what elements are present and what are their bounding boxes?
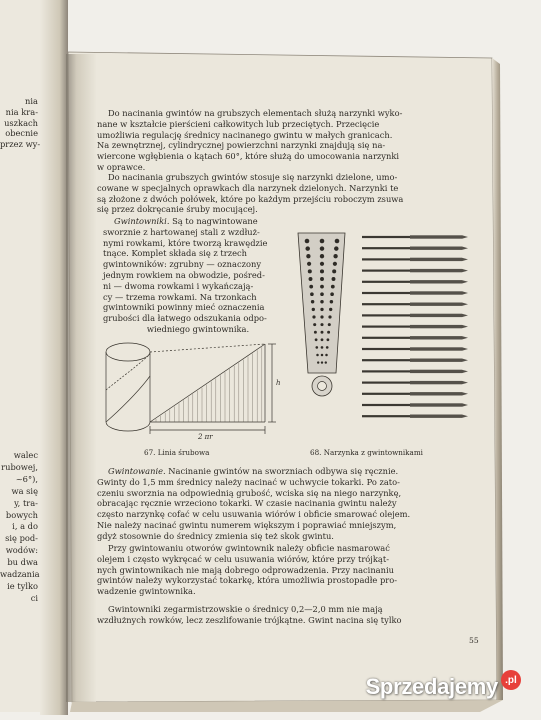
- text-line: są złożone z dwóch połówek, które po każdym przejściu roboczym zsuwa: [97, 193, 404, 204]
- text-fragment: Są to nagwintowane: [169, 216, 258, 226]
- text-line: [97, 466, 480, 477]
- tap: [362, 303, 468, 306]
- text-line: Przy gwintowaniu otworów gwintownik należy obficie nasmarować: [108, 543, 390, 553]
- tap-tip: [462, 280, 468, 283]
- tap-tip: [462, 303, 468, 306]
- die-hole: [320, 254, 324, 258]
- figure-67-helix-diagram: [100, 330, 284, 445]
- tap-thread: [410, 269, 462, 272]
- die-hole: [320, 308, 323, 311]
- tap-tip: [462, 269, 468, 272]
- taps-set: [362, 235, 468, 418]
- text-line: [103, 216, 293, 227]
- left-line: ci: [30, 592, 38, 603]
- die-hole: [317, 361, 319, 363]
- tap-thread: [410, 347, 462, 350]
- die-hole: [328, 323, 331, 326]
- tap-shank: [362, 359, 410, 361]
- tap-tip: [462, 247, 468, 250]
- tap-thread: [410, 258, 462, 261]
- left-line: bu dwa: [7, 557, 38, 568]
- text-line: Na zewnętrznej, cylindrycznej powierzchni narzynki znajdują się na-: [97, 140, 386, 151]
- text-line: gwintów należy wykorzystać tokarkę, która umożliwia prostopadłe pro-: [97, 575, 398, 586]
- die-hole: [320, 292, 324, 296]
- left-line: i, a do: [12, 521, 38, 532]
- die-hole: [332, 277, 336, 281]
- tap: [362, 336, 468, 339]
- die-hole: [321, 331, 324, 334]
- die-hole: [305, 246, 309, 250]
- text-line: sworznie z hartowanej stali z wzdłuż-: [103, 226, 260, 237]
- text-line: gwintowników: zgrubny — oznaczony: [103, 259, 262, 270]
- dimension-label-2pr: 2 πr: [198, 433, 213, 441]
- tap-shank: [362, 303, 410, 305]
- tap-tip: [462, 392, 468, 395]
- paragraph-narzynki-dzielone: [97, 172, 480, 215]
- tap-tip: [462, 235, 468, 238]
- tap-thread: [410, 303, 462, 306]
- text-line: umożliwia regulację średnicy nacinanego gwintu w małych granicach.: [97, 129, 393, 140]
- tap: [362, 325, 468, 328]
- die-hole: [320, 285, 324, 289]
- die-hole: [313, 323, 316, 326]
- tap-thread: [410, 247, 462, 250]
- text-line: gdyż stosownie do średnicy zmienia się też skok gwintu.: [97, 530, 334, 541]
- text-line: gwintowniki powinny mieć oznaczenia: [103, 302, 265, 313]
- die-hole: [311, 300, 314, 303]
- tap-tip: [462, 291, 468, 294]
- text-line: Do nacinania gwintów na grubszych elementach służą narzynki wyko-: [108, 108, 403, 118]
- tap-shank: [362, 292, 410, 294]
- figure-68-die-plate-with-taps: [290, 225, 480, 430]
- die-plate: [298, 233, 345, 396]
- text-line: ni — dwoma rowkami i wykańczają-: [103, 280, 254, 291]
- tap-shank: [362, 258, 410, 260]
- text-line: tnące. Komplet składa się z trzech: [103, 248, 247, 259]
- tap-thread: [410, 325, 462, 328]
- tap: [362, 370, 468, 373]
- die-hole: [306, 254, 310, 258]
- die-hole: [333, 254, 337, 258]
- tap-thread: [410, 314, 462, 317]
- tap-shank: [362, 236, 410, 238]
- tap-shank: [362, 270, 410, 272]
- left-line: się pod-: [5, 533, 38, 544]
- tap-thread: [410, 370, 462, 373]
- tap: [362, 359, 468, 362]
- die-hole: [315, 346, 318, 349]
- die-hole: [309, 277, 313, 281]
- left-line: y, tra-: [14, 497, 38, 508]
- die-hole: [315, 338, 318, 341]
- text-line: wiedniego gwintownika.: [146, 323, 250, 334]
- left-line: przez wy-: [0, 139, 41, 150]
- tap: [362, 291, 468, 294]
- caption-figure-67: 67. Linia śrubowa: [144, 448, 210, 457]
- left-line: bowych: [5, 509, 38, 520]
- section-lead: Gwintowanie.: [108, 466, 166, 476]
- die-hole: [320, 269, 324, 273]
- paragraph-narzynki: [97, 108, 480, 173]
- tap-thread: [410, 392, 462, 395]
- caption-figure-68: 68. Narzynka z gwintownikami: [310, 448, 423, 457]
- tap-tip: [462, 381, 468, 384]
- die-hole: [321, 346, 324, 349]
- sprzedajemy-watermark: [366, 671, 521, 703]
- tap-shank: [362, 404, 410, 406]
- die-hole: [330, 300, 333, 303]
- tap-thread: [410, 359, 462, 362]
- text-line: grubości dla łatwego odszukania odpo-: [103, 313, 267, 324]
- text-line: cy — trzema rowkami. Na trzonkach: [103, 291, 257, 302]
- tap: [362, 403, 468, 406]
- text-line: wiercone wgłębienia o kątach 60°, które służą do umocowania narzynki: [97, 151, 400, 162]
- left-page-text-top: [0, 96, 41, 150]
- die-hole: [307, 262, 311, 266]
- tap-tip: [462, 314, 468, 317]
- tap-tip: [462, 336, 468, 339]
- text-fragment: Nacinanie gwintów na sworzniach odbywa się ręcznie.: [165, 466, 399, 476]
- tap-shank: [362, 348, 410, 350]
- die-hole: [329, 308, 332, 311]
- die-hole: [321, 354, 324, 357]
- dimension-label-h: h: [276, 379, 281, 387]
- die-hole: [320, 246, 324, 250]
- die-hole: [309, 285, 313, 289]
- text-line: cowane w specjalnych oprawkach dla narzynek dzielonych. Narzynki te: [97, 182, 399, 193]
- left-line: wodów:: [5, 545, 38, 556]
- left-line: ie tylko: [7, 580, 38, 591]
- tap-shank: [362, 326, 410, 328]
- tap-thread: [410, 291, 462, 294]
- tap-tip: [462, 415, 468, 418]
- die-hole: [330, 292, 334, 296]
- left-page-text-middle: [0, 450, 38, 605]
- die-hole: [320, 277, 324, 281]
- die-hole: [316, 354, 319, 357]
- tap-shank: [362, 382, 410, 384]
- die-hole: [320, 323, 323, 326]
- die-hole: [325, 354, 328, 357]
- page-number: 55: [469, 636, 479, 645]
- left-line: wa się: [11, 485, 38, 496]
- die-hole: [327, 338, 330, 341]
- tap: [362, 314, 468, 317]
- tap-thread: [410, 415, 462, 418]
- tap-shank: [362, 314, 410, 316]
- die-hole: [331, 285, 335, 289]
- tap: [362, 415, 468, 418]
- left-line: nia: [25, 96, 38, 106]
- watermark-badge: .pl: [501, 670, 521, 690]
- text-line: olejem i często wykręcać w celu usuwania wiórów, które przy trójkąt-: [97, 553, 389, 564]
- die-hole: [308, 269, 312, 273]
- die-hole: [312, 308, 315, 311]
- left-line: ~6°),: [15, 473, 38, 484]
- text-line: jednym rowkiem na obwodzie, pośred-: [103, 269, 265, 280]
- text-line: czeniu sworznia na odpowiednią grubość, wciska się na niego narzynkę,: [97, 487, 402, 498]
- die-hole: [312, 315, 315, 318]
- paragraph-gwintowniki: [103, 216, 293, 335]
- tap-shank: [362, 370, 410, 372]
- text-line: nych gwintownikach nie mają dobrego odprowadzenia. Przy nacinaniu: [97, 564, 394, 575]
- text-line: się przez dokręcanie śruby mocującej.: [97, 204, 258, 215]
- text-line: Gwinty do 1,5 mm średnicy należy nacinać w uchwycie tokarki. Po zato-: [97, 476, 400, 487]
- paragraph-gwintowanie-otworow: [97, 543, 480, 597]
- die-hole: [335, 239, 340, 244]
- tap: [362, 258, 468, 261]
- text-line: nymi rowkami, które tworzą krawędzie: [103, 237, 268, 248]
- text-line: Nie należy nacinać gwintu numerem większym i poprawiać mniejszym,: [97, 519, 397, 530]
- left-line: rubowej,: [1, 461, 38, 472]
- text-line: często narzynkę cofać w celu usuwania wiórów i obficie smarować olejem.: [97, 509, 411, 520]
- left-line: wadzania: [0, 569, 40, 580]
- tap-shank: [362, 281, 410, 283]
- die-hole: [333, 262, 337, 266]
- tap: [362, 247, 468, 250]
- text-line: obracając ręcznie wrzeciono tokarki. W czasie nacinania gwintu należy: [97, 498, 397, 509]
- tap-tip: [462, 347, 468, 350]
- text-line: Gwintowniki zegarmistrzowskie o średnicy 0,2—2,0 mm nie mają: [108, 604, 383, 614]
- tap: [362, 235, 468, 238]
- section-lead: Gwintowniki.: [114, 216, 170, 226]
- die-hole: [314, 331, 317, 334]
- tap: [362, 381, 468, 384]
- left-line: nia kra-: [5, 106, 38, 117]
- tap: [362, 347, 468, 350]
- tap-shank: [362, 247, 410, 249]
- die-hole: [325, 361, 327, 363]
- die-hole: [321, 361, 323, 363]
- tap-shank: [362, 337, 410, 339]
- tap-tip: [462, 359, 468, 362]
- tap: [362, 392, 468, 395]
- left-line: obecnie: [5, 128, 38, 139]
- tap-tip: [462, 403, 468, 406]
- watermark-text: Sprzedajemy: [365, 674, 498, 699]
- tap-tip: [462, 258, 468, 261]
- die-hole: [332, 269, 336, 273]
- text-line: nane w kształcie pierścieni całkowitych lub przeciętych. Przecięcie: [97, 118, 380, 129]
- tap-thread: [410, 336, 462, 339]
- tap: [362, 269, 468, 272]
- left-line: walec: [13, 450, 38, 460]
- die-hole: [327, 331, 330, 334]
- text-line: wadzenie gwintownika.: [97, 586, 196, 597]
- text-line: wzdłużnych rowków, lecz zeszlifowanie trójkątne. Gwint nacina się tylko: [97, 614, 402, 625]
- tap: [362, 280, 468, 283]
- die-hole: [328, 315, 331, 318]
- die-hole: [320, 315, 323, 318]
- die-hole: [321, 338, 324, 341]
- tap-thread: [410, 235, 462, 238]
- die-hole: [326, 346, 329, 349]
- die-hole: [320, 262, 324, 266]
- tap-thread: [410, 403, 462, 406]
- die-hole: [320, 300, 323, 303]
- die-hole: [320, 239, 325, 244]
- tap-tip: [462, 370, 468, 373]
- die-hole: [310, 292, 314, 296]
- tap-thread: [410, 280, 462, 283]
- paragraph-gwintowanie: [97, 466, 480, 542]
- left-line: uszkach: [4, 117, 38, 128]
- tap-shank: [362, 393, 410, 395]
- text-line: Do nacinania grubszych gwintów stosuje się narzynki dzielone, umo-: [108, 172, 398, 182]
- paragraph-gwintowniki-zegarmistrzowskie: [97, 604, 480, 626]
- die-hole: [305, 239, 310, 244]
- tap-tip: [462, 325, 468, 328]
- text-line: w oprawce.: [97, 161, 146, 172]
- die-hole: [334, 246, 338, 250]
- tap-thread: [410, 381, 462, 384]
- tap-shank: [362, 415, 410, 417]
